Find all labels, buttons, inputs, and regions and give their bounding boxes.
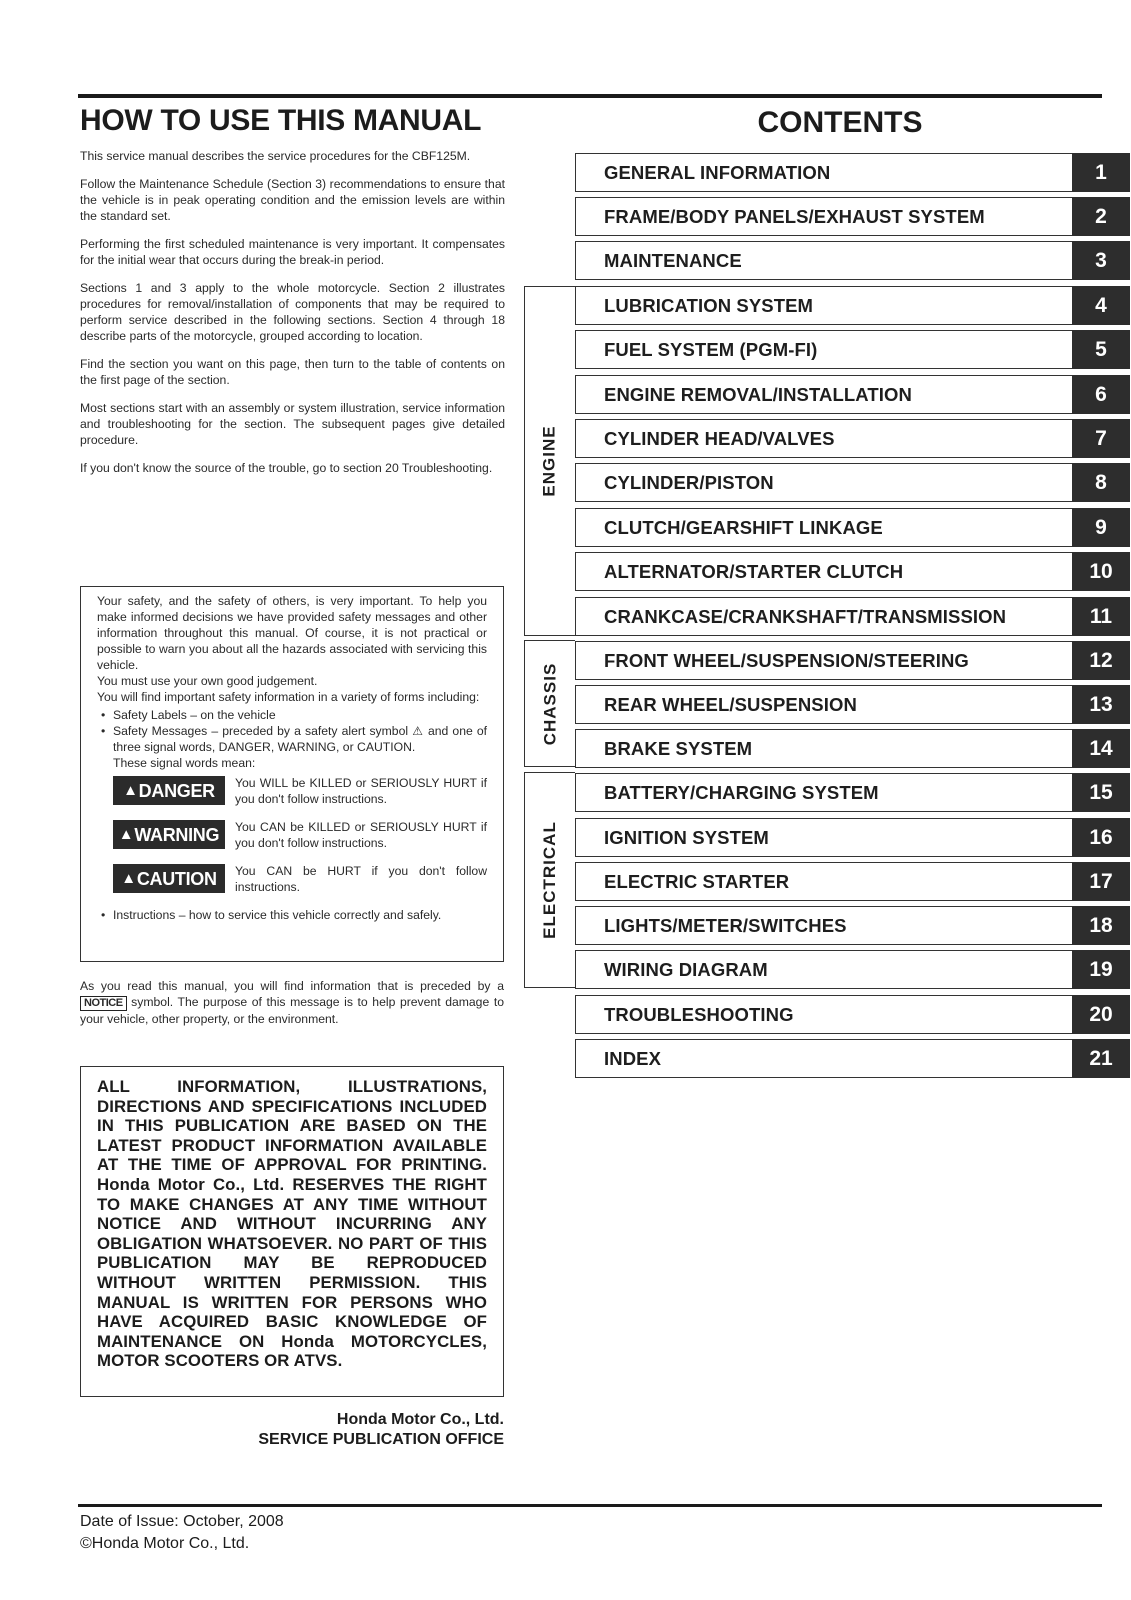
toc-tab-number: 10: [1072, 552, 1130, 591]
toc-item-brake-system[interactable]: [575, 729, 1130, 768]
signal-word: WARNING: [134, 824, 220, 845]
safety-list: [97, 707, 487, 755]
safety-box: [80, 586, 504, 962]
toc-tab-number: 16: [1072, 818, 1130, 857]
toc-label: REAR WHEEL/SUSPENSION: [604, 694, 857, 715]
toc-tab-number: 7: [1072, 419, 1130, 458]
toc-label: CYLINDER/PISTON: [604, 472, 774, 493]
group-electrical: [524, 772, 575, 988]
toc-item-maintenance[interactable]: [575, 241, 1130, 280]
toc-label: MAINTENANCE: [604, 250, 742, 271]
toc-item-index[interactable]: [575, 1039, 1130, 1078]
how-to-use-title: HOW TO USE THIS MANUAL: [80, 104, 482, 137]
toc-label: LIGHTS/METER/SWITCHES: [604, 915, 847, 936]
alert-triangle-icon: ▲: [118, 825, 134, 843]
toc-label: BATTERY/CHARGING SYSTEM: [604, 782, 879, 803]
signal-word: DANGER: [138, 780, 215, 801]
toc-label: ALTERNATOR/STARTER CLUTCH: [604, 561, 904, 582]
toc-tab-number: 4: [1072, 286, 1130, 325]
toc-item-rear-wheel[interactable]: [575, 685, 1130, 724]
toc-tab-number: 13: [1072, 685, 1130, 724]
toc-label: LUBRICATION SYSTEM: [604, 295, 814, 316]
notice-text-after: symbol. The purpose of this message is to help prevent damage to your vehicle, other property, or the environment.: [80, 995, 504, 1026]
footer: [80, 1511, 284, 1555]
toc-item-battery[interactable]: [575, 773, 1130, 812]
group-chassis: [524, 640, 575, 767]
alert-triangle-icon: ▲: [123, 781, 138, 799]
toc-item-electric-starter[interactable]: [575, 862, 1130, 901]
toc-item-fuel-system[interactable]: [575, 330, 1130, 369]
toc-tab-number: 19: [1072, 950, 1130, 989]
warning-badge: [113, 820, 225, 849]
legal-notice-text: ALL INFORMATION, ILLUSTRATIONS, DIRECTIONS AND SPECIFICATIONS INCLUDED IN THIS PUBLICATION ARE BASED ON THE LATEST PRODUCT INFORMATION AVAILABLE AT THE TIME OF APPROVAL FOR PRINTING. Honda Motor Co., Ltd. RESERVES THE RIGHT TO MAKE CHANGES AT ANY TIME WITHOUT NOTICE AND WITHOUT INCURRING ANY OBLIGATION WHATSOEVER. NO PART OF THIS PUBLICATION MAY BE REPRODUCED WITHOUT WRITTEN PERMISSION. THIS MANUAL IS WRITTEN FOR PERSONS WHO HAVE ACQUIRED BASIC KNOWLEDGE OF MAINTENANCE ON Honda MOTORCYCLES, MOTOR SCOOTERS OR ATVS.: [97, 1077, 487, 1371]
toc-label: IGNITION SYSTEM: [604, 827, 769, 848]
toc-tab-number: 5: [1072, 330, 1130, 369]
issue-date: Date of Issue: October, 2008: [80, 1513, 284, 1530]
toc-item-cylinder-piston[interactable]: [575, 463, 1130, 502]
bottom-rule: [78, 1504, 1102, 1507]
toc-item-crankcase[interactable]: [575, 597, 1130, 636]
top-rule: [78, 94, 1102, 98]
toc-label: CLUTCH/GEARSHIFT LINKAGE: [604, 517, 883, 538]
danger-badge: [113, 776, 225, 805]
notice-text-before: As you read this manual, you will find information that is preceded by a: [80, 979, 504, 993]
toc-item-ignition[interactable]: [575, 818, 1130, 857]
notice-paragraph: [80, 978, 504, 1027]
toc-tab-number: 8: [1072, 463, 1130, 502]
signal-row-warning: [113, 819, 487, 851]
toc-label: INDEX: [604, 1048, 662, 1069]
toc-item-troubleshooting[interactable]: [575, 995, 1130, 1034]
safety-bullet: • Instructions – how to service this vehicle correctly and safely.: [97, 907, 487, 923]
contents-title: CONTENTS: [757, 106, 923, 139]
signal-intro: These signal words mean:: [113, 756, 256, 770]
how-to-use-section: [80, 102, 505, 488]
toc-label: ELECTRIC STARTER: [604, 871, 790, 892]
safety-alert-icon: ⚠: [412, 724, 424, 738]
safety-list-end: [97, 907, 487, 923]
toc-item-lubrication[interactable]: [575, 286, 1130, 325]
intro-paragraphs: [80, 148, 505, 476]
signal-text: You CAN be KILLED or SERIOUSLY HURT if you don't follow instructions.: [235, 820, 487, 850]
legal-notice-box: [80, 1066, 504, 1397]
group-label-chassis: CHASSIS: [540, 662, 560, 745]
toc-label: GENERAL INFORMATION: [604, 162, 831, 183]
toc-label: TROUBLESHOOTING: [604, 1004, 794, 1025]
toc-tab-number: 1: [1072, 153, 1130, 192]
toc-item-clutch[interactable]: [575, 508, 1130, 547]
safety-judgement: You must use your own good judgement.: [97, 674, 318, 688]
safety-bullet: [97, 723, 487, 755]
publisher-office: SERVICE PUBLICATION OFFICE: [258, 1431, 504, 1448]
toc-label: CRANKCASE/CRANKSHAFT/TRANSMISSION: [604, 606, 1007, 627]
toc-label: ENGINE REMOVAL/INSTALLATION: [604, 384, 912, 405]
group-label-electrical: ELECTRICAL: [540, 821, 560, 939]
toc-tab-number: 9: [1072, 508, 1130, 547]
signal-row-danger: [113, 775, 487, 807]
signal-text: You CAN be HURT if you don't follow instructions.: [235, 864, 487, 894]
intro-paragraph: Find the section you want on this page, then turn to the table of contents on the first page of the section.: [80, 357, 505, 387]
toc-tab-number: 15: [1072, 773, 1130, 812]
signal-text: You WILL be KILLED or SERIOUSLY HURT if you don't follow instructions.: [235, 776, 487, 806]
toc-label: FUEL SYSTEM (PGM-FI): [604, 339, 818, 360]
toc-item-lights-meter[interactable]: [575, 906, 1130, 945]
intro-paragraph: Performing the first scheduled maintenance is very important. It compensates for the initial wear that occurs during the break-in period.: [80, 237, 505, 267]
toc-label: FRONT WHEEL/SUSPENSION/STEERING: [604, 650, 969, 671]
toc-label: FRAME/BODY PANELS/EXHAUST SYSTEM: [604, 206, 985, 227]
publisher: [80, 1410, 504, 1450]
intro-paragraph: If you don't know the source of the trouble, go to section 20 Troubleshooting.: [80, 461, 493, 475]
toc-tab-number: 17: [1072, 862, 1130, 901]
signal-row-caution: [113, 863, 487, 895]
toc-item-alternator[interactable]: [575, 552, 1130, 591]
toc-label: CYLINDER HEAD/VALVES: [604, 428, 835, 449]
toc-tab-number: 3: [1072, 241, 1130, 280]
safety-intro: Your safety, and the safety of others, is very important. To help you make informed decisions we have provided safety messages and other information throughout this manual. Of course, it is not practical or possible to warn you about all the hazards associated with servicing this vehicle.: [97, 594, 487, 672]
toc-tab-number: 2: [1072, 197, 1130, 236]
intro-paragraph: Follow the Maintenance Schedule (Section 3) recommendations to ensure that the vehicle is in peak operating condition and the emission levels are within the standard set.: [80, 177, 505, 223]
safety-bullet-part: and one of three signal words, DANGER, WARNING, or CAUTION.: [113, 724, 488, 754]
toc-item-cylinder-head[interactable]: [575, 419, 1130, 458]
toc-label: BRAKE SYSTEM: [604, 738, 753, 759]
alert-triangle-icon: ▲: [121, 869, 136, 887]
toc-tab-number: 12: [1072, 641, 1130, 680]
intro-paragraph: This service manual describes the service procedures for the CBF125M.: [80, 149, 471, 163]
intro-paragraph: Sections 1 and 3 apply to the whole motorcycle. Section 2 illustrates procedures for removal/installation of components that may be required to perform service described in the following sections. Section 4 through 18 describe parts of the motorcycle, grouped according to location.: [80, 281, 505, 343]
safety-bullet-part: Safety Messages – preceded by a safety alert symbol: [113, 724, 409, 738]
toc-tab-number: 11: [1072, 597, 1130, 636]
signal-word: CAUTION: [136, 868, 217, 889]
group-engine: [524, 286, 575, 636]
copyright: ©Honda Motor Co., Ltd.: [80, 1535, 250, 1552]
caution-badge: [113, 864, 225, 893]
toc-tab-number: 20: [1072, 995, 1130, 1034]
toc-tab-number: 18: [1072, 906, 1130, 945]
publisher-name: Honda Motor Co., Ltd.: [336, 1411, 504, 1428]
safety-forms: You will find important safety information in a variety of forms including:: [97, 690, 480, 704]
toc-item-general-information[interactable]: [575, 153, 1130, 192]
toc-item-front-wheel[interactable]: [575, 641, 1130, 680]
toc-tab-number: 14: [1072, 729, 1130, 768]
safety-bullet: • Safety Labels – on the vehicle: [97, 707, 487, 723]
toc-item-frame-body[interactable]: [575, 197, 1130, 236]
toc-item-engine-removal[interactable]: [575, 375, 1130, 414]
toc-item-wiring-diagram[interactable]: [575, 950, 1130, 989]
toc-label: WIRING DIAGRAM: [604, 959, 768, 980]
notice-symbol: NOTICE: [80, 996, 127, 1011]
toc-tab-number: 6: [1072, 375, 1130, 414]
toc-tab-number: 21: [1072, 1039, 1130, 1078]
group-label-engine: ENGINE: [540, 425, 559, 497]
intro-paragraph: Most sections start with an assembly or system illustration, service information and troubleshooting for the section. The subsequent pages give detailed procedure.: [80, 401, 505, 447]
